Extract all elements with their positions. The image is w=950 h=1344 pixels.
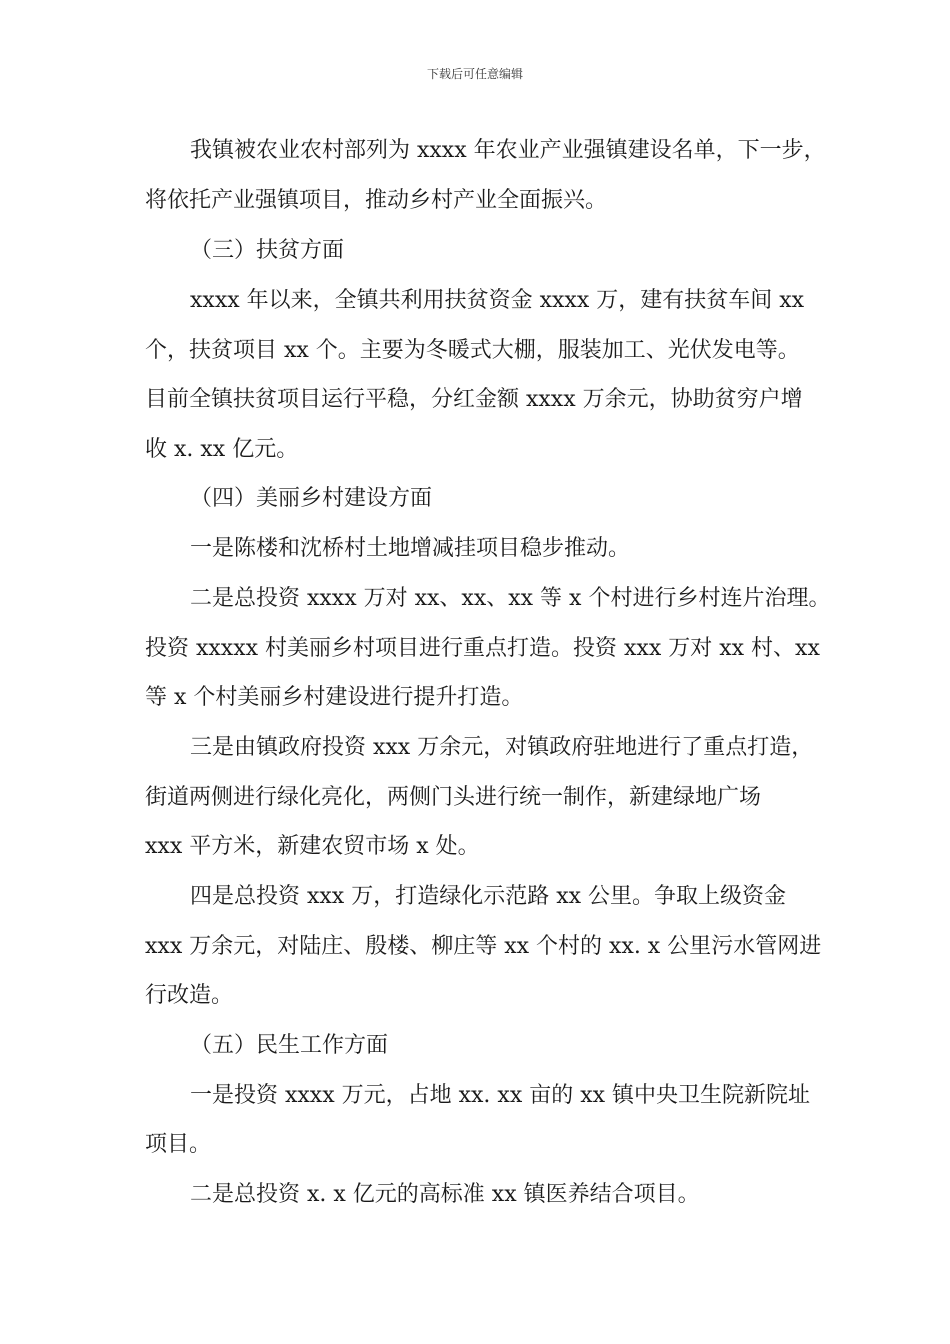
body-line: 将依托产业强镇项目，推动乡村产业全面振兴。 xyxy=(145,188,608,213)
body-line: xxxx 年以来，全镇共利用扶贫资金 xxxx 万，建有扶贫车间 xx xyxy=(190,288,805,313)
body-line: xxx 万余元，对陆庄、殷楼、柳庄等 xx 个村的 xx. x 公里污水管网进 xyxy=(145,934,822,959)
body-line: 收 x. xx 亿元。 xyxy=(145,437,299,462)
body-line: 等 x 个村美丽乡村建设进行提升打造。 xyxy=(145,685,524,710)
body-line: 我镇被农业农村部列为 xxxx 年农业产业强镇建设名单，下一步， xyxy=(190,138,826,163)
section-heading: （五）民生工作方面 xyxy=(190,1033,389,1058)
body-line: 投资 xxxxx 村美丽乡村项目进行重点打造。投资 xxx 万对 xx 村、xx xyxy=(145,636,820,661)
body-line: 项目。 xyxy=(145,1132,212,1157)
body-line: 个，扶贫项目 xx 个。主要为冬暖式大棚，服装加工、光伏发电等。 xyxy=(145,338,800,363)
body-line: 四是总投资 xxx 万，打造绿化示范路 xx 公里。争取上级资金 xyxy=(190,884,787,909)
body-line: 街道两侧进行绿化亮化，两侧门头进行统一制作，新建绿地广场 xyxy=(145,785,762,810)
body-line: 二是总投资 xxxx 万对 xx、xx、xx 等 x 个村进行乡村连片治理。 xyxy=(190,586,831,611)
section-heading: （三）扶贫方面 xyxy=(190,238,345,263)
body-line: 目前全镇扶贫项目运行平稳，分红金额 xxxx 万余元，协助贫穷户增 xyxy=(145,387,803,412)
body-line: 二是总投资 x. x 亿元的高标准 xx 镇医养结合项目。 xyxy=(190,1182,700,1207)
section-heading: （四）美丽乡村建设方面 xyxy=(190,486,433,511)
body-line: 行改造。 xyxy=(145,983,234,1008)
body-line: 一是陈楼和沈桥村土地增减挂项目稳步推动。 xyxy=(190,536,631,561)
body-line: 三是由镇政府投资 xxx 万余元，对镇政府驻地进行了重点打造， xyxy=(190,735,814,760)
page-header: 下载后可任意编辑 xyxy=(426,67,523,81)
body-line: xxx 平方米，新建农贸市场 x 处。 xyxy=(145,834,480,859)
body-line: 一是投资 xxxx 万元，占地 xx. xx 亩的 xx 镇中央卫生院新院址 xyxy=(190,1083,811,1108)
